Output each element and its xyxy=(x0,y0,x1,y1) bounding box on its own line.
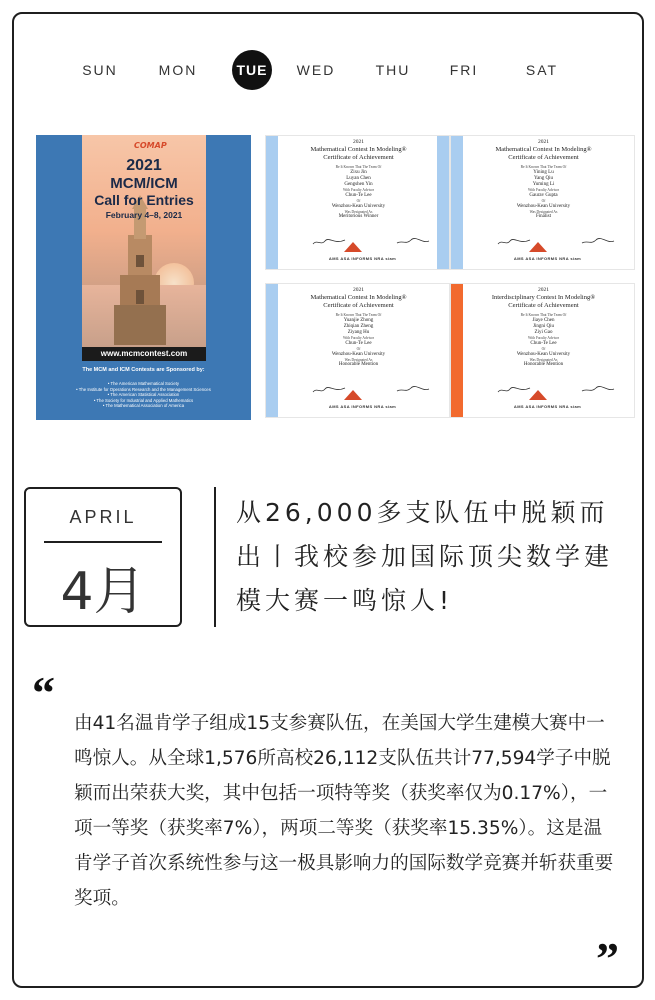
date-divider xyxy=(44,541,162,543)
cert-member: Jiaye Chen xyxy=(532,317,555,323)
cert-member: Zixu Jin xyxy=(350,169,367,175)
cert-designated-label: Was Designated As xyxy=(344,209,373,214)
cert-member: Yuming Li xyxy=(532,182,555,187)
date-day: 4月 xyxy=(60,562,146,622)
certificate-honorable-mcm xyxy=(265,283,450,418)
cert-designated-label: Was Designated As xyxy=(344,357,373,362)
comap-logo-icon xyxy=(344,390,362,400)
date-month: APRIL xyxy=(69,507,137,527)
cert-of-label: Of xyxy=(356,347,361,351)
cert-member: Zhiqian Zheng xyxy=(343,323,374,329)
poster-contest-name: MCM/ICM xyxy=(110,175,178,192)
comap-logo-icon xyxy=(529,242,547,252)
cert-title: Mathematical Contest In Modeling® xyxy=(310,294,407,301)
cert-year: 2021 xyxy=(353,287,364,293)
cert-title: Interdisciplinary Contest In Modeling® xyxy=(491,294,596,301)
cert-advisor: Gaurav Gupta xyxy=(529,192,558,198)
sponsor-item: • The Mathematical Association of America xyxy=(102,403,185,409)
cert-subtitle: Certificate of Achievement xyxy=(508,302,579,309)
poster-sponsors-list xyxy=(46,381,241,409)
cert-year: 2021 xyxy=(538,287,549,293)
sponsor-item: • The Society for Industrial and Applied Mathematics xyxy=(93,397,194,403)
cert-advisor: Chun-Te Lee xyxy=(345,192,372,198)
cert-member: Gengshen Yin xyxy=(344,182,373,187)
day-sat[interactable]: SAT xyxy=(525,62,559,78)
cert-title: Mathematical Contest In Modeling® xyxy=(310,146,407,153)
cert-stripe-left xyxy=(451,284,463,417)
day-fri[interactable]: FRI xyxy=(449,62,479,78)
cert-sponsor-logos: AMS ASA INFORMS NRA siam xyxy=(328,256,397,261)
cert-award: Honorable Mention xyxy=(338,362,379,368)
comap-logo-icon xyxy=(529,390,547,400)
cert-be-it-known: Be It Known That The Team Of xyxy=(335,165,382,169)
cert-member: Yuanjie Zhong xyxy=(343,317,374,323)
cert-member: Ziyi Gao xyxy=(534,330,553,335)
cert-school: Wenzhou-Kean University xyxy=(331,203,386,209)
certificate-honorable-icm xyxy=(450,283,635,418)
sponsor-item: • The Institute for Operations Research and the Management Sciences xyxy=(76,386,211,392)
open-quote-icon: “ xyxy=(32,667,55,718)
cert-subtitle: Certificate of Achievement xyxy=(323,154,394,161)
day-wed[interactable]: WED xyxy=(296,62,336,78)
mcm-icm-poster xyxy=(36,135,251,420)
sponsor-item: • The American Mathematical Society xyxy=(107,381,180,386)
cert-subtitle: Certificate of Achievement xyxy=(508,154,579,161)
cert-be-it-known: Be It Known That The Team Of xyxy=(520,313,567,317)
cert-sponsor-logos: AMS ASA INFORMS NRA siam xyxy=(513,404,582,409)
signature-icon xyxy=(396,386,430,394)
signature-icon xyxy=(312,238,346,246)
cert-advisor-label: With Faculty Advisor xyxy=(528,188,559,193)
cert-advisor: Chun-Te Lee xyxy=(530,340,557,346)
signature-icon xyxy=(396,238,430,246)
poster-call: Call for Entries xyxy=(94,192,194,208)
cert-title: Mathematical Contest In Modeling® xyxy=(495,146,592,153)
signature-icon xyxy=(312,386,346,394)
cert-stripe-right xyxy=(437,136,449,269)
cert-award: Finalist xyxy=(535,214,551,220)
cert-school: Wenzhou-Kean University xyxy=(516,351,571,357)
cert-member: Yining Lu xyxy=(533,169,554,175)
article-headline: 从26,000多支队伍中脱颖而出丨我校参加国际顶尖数学建模大赛一鸣惊人! xyxy=(236,498,614,615)
cert-sponsor-logos: AMS ASA INFORMS NRA siam xyxy=(328,404,397,409)
day-mon[interactable]: MON xyxy=(158,62,198,78)
poster-url: www.mcmcontest.com xyxy=(82,347,206,361)
cert-member: Yang Qiu xyxy=(533,175,554,181)
cert-award: Meritorious Winner xyxy=(338,214,379,220)
week-bar xyxy=(58,48,598,92)
cert-advisor-label: With Faculty Advisor xyxy=(343,336,374,341)
cert-of-label: Of xyxy=(356,199,361,203)
cert-sponsor-logos: AMS ASA INFORMS NRA siam xyxy=(513,256,582,261)
day-sun[interactable]: SUN xyxy=(82,62,118,78)
day-thu[interactable]: THU xyxy=(375,62,411,78)
cert-member: Jingni Qiu xyxy=(533,323,554,329)
cert-be-it-known: Be It Known That The Team Of xyxy=(520,165,567,169)
cert-stripe-left xyxy=(451,136,463,269)
cert-school: Wenzhou-Kean University xyxy=(516,203,571,209)
cert-be-it-known: Be It Known That The Team Of xyxy=(335,313,382,317)
cert-stripe-left xyxy=(266,284,278,417)
cert-of-label: Of xyxy=(541,347,546,351)
signature-icon xyxy=(581,386,615,394)
cert-designated-label: Was Designated As xyxy=(529,357,558,362)
signature-icon xyxy=(497,386,531,394)
cert-of-label: Of xyxy=(541,199,546,203)
signature-icon xyxy=(581,238,615,246)
sponsor-item: • The American Statistical Association xyxy=(107,392,180,398)
cert-advisor-label: With Faculty Advisor xyxy=(343,188,374,193)
comap-logo-icon xyxy=(344,242,362,252)
cert-member: Luyan Chen xyxy=(346,175,371,181)
cert-designated-label: Was Designated As xyxy=(529,209,558,214)
vertical-divider xyxy=(214,487,216,627)
signature-icon xyxy=(497,238,531,246)
certificate-meritorious xyxy=(265,135,450,270)
comap-logo: COMAP xyxy=(134,141,167,150)
close-quote-icon: ” xyxy=(596,933,619,984)
certificate-finalist xyxy=(450,135,635,270)
poster-sponsors-title: The MCM and ICM Contests are Sponsored by: xyxy=(82,367,205,373)
cert-advisor-label: With Faculty Advisor xyxy=(528,336,559,341)
poster-year: 2021 xyxy=(126,157,162,174)
poster-dates: February 4–8, 2021 xyxy=(105,210,183,220)
cert-advisor: Chun-Te Lee xyxy=(345,340,372,346)
day-tue-active[interactable]: TUE xyxy=(232,50,272,90)
article-paragraph: 由41名温肯学子组成15支参赛队伍，在美国大学生建模大赛中一鸣惊人。从全球1,576所高校26,112支队伍共计77,594学子中脱颖而出荣获大奖，其中包括一项特等奖（获奖率仅为0.17%），一项一等奖（获奖率7%），两项二等奖（获奖率15.35%）。这是温肯学子首次系统性参与这一极具影响力的国际数学竞赛并斩获重要奖项。 xyxy=(74,713,614,909)
cert-school: Wenzhou-Kean University xyxy=(331,351,386,357)
cert-year: 2021 xyxy=(538,139,549,145)
cert-stripe-left xyxy=(266,136,278,269)
cert-year: 2021 xyxy=(353,139,364,145)
date-box xyxy=(24,487,182,627)
cert-member: Ziyang Hu xyxy=(347,330,370,335)
cert-award: Honorable Mention xyxy=(523,362,564,368)
cert-subtitle: Certificate of Achievement xyxy=(323,302,394,309)
